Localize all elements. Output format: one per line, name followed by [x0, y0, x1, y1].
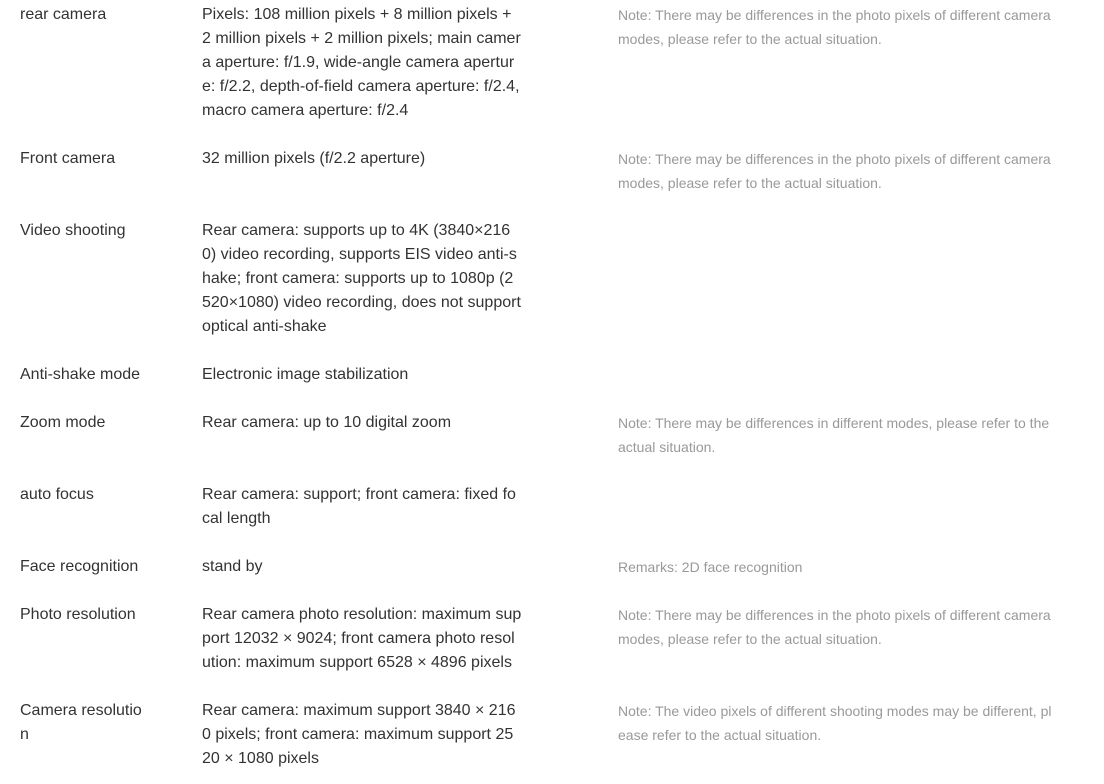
spec-value: Rear camera: up to 10 digital zoom [202, 414, 452, 431]
spec-value: Rear camera: maximum support 3840 × 216 0 pixels; front camera: maximum support 25 20 × 1080 pixels [202, 702, 516, 767]
spec-value: Rear camera: support; front camera: fixed fo cal length [202, 486, 516, 527]
spec-note: Note: There may be differences in different modes, please refer to the actual situation. [618, 415, 1050, 455]
spec-value: Pixels: 108 million pixels + 8 million pixels + 2 million pixels + 2 million pixels; main camer a aperture: f/1.9, wide-angle camera apertur e: f/2.2, depth-of-field camera aperture: f/2.4, macro camera aperture: f/2.4 [202, 6, 521, 119]
spec-label: Video shooting [20, 222, 126, 239]
spec-note: Note: There may be differences in the photo pixels of different camera modes, please refer to the actual situation. [618, 7, 1051, 47]
spec-label: Photo resolution [20, 606, 136, 623]
spec-value: Rear camera photo resolution: maximum sup port 12032 × 9024; front camera photo resol ution: maximum support 6528 × 4896 pixels [202, 606, 522, 671]
spec-value: stand by [202, 558, 263, 575]
spec-note: Note: The video pixels of different shooting modes may be different, pl ease refer to the actual situation. [618, 703, 1052, 743]
spec-value: Rear camera: supports up to 4K (3840×216 0) video recording, supports EIS video anti-s hake; front camera: supports up to 1080p (2 520×1080) video recording, does not support optical anti-shake [202, 222, 521, 335]
spec-label: rear camera [20, 6, 107, 23]
spec-label: Zoom mode [20, 414, 106, 431]
spec-label: Camera resolutio n [20, 702, 142, 743]
spec-label: Face recognition [20, 558, 139, 575]
spec-label: Anti-shake mode [20, 366, 141, 383]
spec-note: Note: There may be differences in the photo pixels of different camera modes, please refer to the actual situation. [618, 151, 1051, 191]
spec-label: Front camera [20, 150, 116, 167]
spec-value: 32 million pixels (f/2.2 aperture) [202, 150, 426, 167]
spec-value: Electronic image stabilization [202, 366, 409, 383]
spec-note: Note: There may be differences in the photo pixels of different camera modes, please refer to the actual situation. [618, 607, 1051, 647]
spec-label: auto focus [20, 486, 94, 503]
spec-note: Remarks: 2D face recognition [618, 559, 803, 575]
